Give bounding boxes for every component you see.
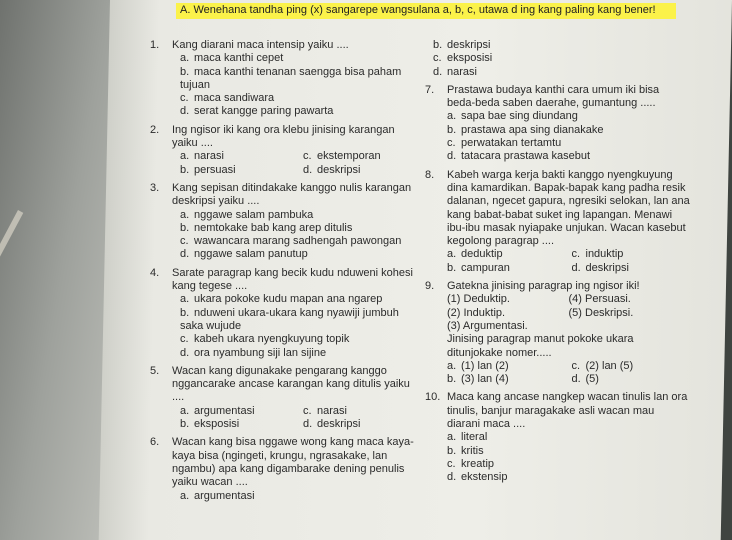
answer-option[interactable]: d. (5)	[571, 373, 599, 386]
answer-option[interactable]: c. maca sandiwara	[180, 92, 275, 105]
question-1-continued	[425, 39, 690, 79]
answer-option[interactable]: a. (1) lan (2)	[447, 359, 509, 372]
answer-option[interactable]: b. prastawa apa sing dianakake	[447, 123, 604, 136]
answer-option[interactable]: c. perwatakan tertamtu	[447, 137, 562, 150]
question-stem: Kang sepisan ditindakake kanggo nulis karangan deskripsi yaiku ....	[172, 181, 412, 208]
question-2: 2. Ing ngisor iki kang ora klebu jinising karangan yaiku .... a. narasi c. ekstemporan b. persuasi d. deskripsi	[150, 124, 420, 177]
answer-option[interactable]: c. wawancara marang sadhengah pawongan	[180, 235, 402, 248]
answer-option[interactable]: d. ora nyambung siji lan sijine	[180, 346, 327, 359]
paragraph-type-item: (2) Induktip.	[447, 306, 506, 319]
instruction-text: A. Wenehana tandha ping (x) sangarepe wangsulana a, b, c, utawa d ing kang paling kang bener!	[180, 4, 656, 16]
answer-option[interactable]: d. serat kangge paring pawarta	[180, 105, 334, 118]
answer-option[interactable]: d. narasi	[433, 65, 477, 78]
question-5: 5. Wacan kang digunakake pengarang kanggo nggancarake ancase karangan kang ditulis yaiku .... a. argumentasi c. narasi b. eksposisi d. deskripsi	[150, 365, 420, 431]
question-follow-up: Jinising paragrap manut pokoke ukara ditunjokake nomer.....	[447, 333, 634, 359]
answer-option[interactable]: d. tatacara prastawa kasebut	[447, 150, 591, 163]
answer-option[interactable]: c. narasi	[303, 404, 347, 417]
answer-option[interactable]: a. deduktip	[447, 248, 503, 261]
answer-option[interactable]: a. literal	[447, 431, 488, 444]
answer-option[interactable]: a. argumentasi	[180, 404, 255, 417]
question-stem: Gatekna jinising paragrap ing ngisor iki!	[447, 280, 640, 293]
question-10: 10. Maca kang ancase nangkep wacan tinulis lan ora tinulis, banjur maragakake asli wacan mau diarani maca .... a. literal b. kritis c. kreatip d. ekstensip	[425, 391, 690, 484]
answer-option[interactable]: a. argumentasi	[180, 489, 255, 502]
answer-option[interactable]: d. nggawe salam panutup	[180, 248, 308, 261]
question-6: 6. Wacan kang bisa nggawe wong kang maca kaya-kaya bisa (ngingeti, krungu, ngrasakake, lan ngambu) apa kang digambarake dening penulis yaiku wacan .... a. argumentasi	[150, 436, 420, 502]
question-stem: Prastawa budaya kanthi cara umum iki bisa beda-beda saben daerahe, gumantung .....	[447, 83, 660, 110]
instruction-banner	[176, 3, 676, 19]
answer-option[interactable]: b. deskripsi	[433, 39, 491, 51]
answer-option[interactable]: b. nemtokake bab kang arep ditulis	[180, 221, 353, 234]
answer-option[interactable]: c. kreatip	[447, 457, 495, 470]
question-stem: Ing ngisor iki kang ora klebu jinising karangan yaiku ....	[172, 123, 395, 150]
answer-option[interactable]: b. campuran	[447, 261, 510, 274]
paragraph-type-item: (4) Persuasi.	[568, 293, 631, 306]
answer-option[interactable]: a. narasi	[180, 150, 224, 163]
answer-option[interactable]: b. (3) lan (4)	[447, 373, 509, 386]
answer-option[interactable]: d. deskripsi	[571, 261, 629, 274]
answer-option[interactable]: b. kritis	[447, 444, 484, 457]
question-stem: Wacan kang bisa nggawe wong kang maca kaya-kaya bisa (ngingeti, krungu, ngrasakake, lan ngambu) apa kang digambarake dening penulis yaiku wacan ....	[172, 436, 414, 489]
paragraph-type-item: (5) Deskripsi.	[568, 306, 634, 319]
answer-option[interactable]: c. ekstemporan	[303, 150, 381, 163]
question-7: 7. Prastawa budaya kanthi cara umum iki bisa beda-beda saben daerahe, gumantung ..... a. sapa bae sing diundang b. prastawa apa sing dianakake c. perwatakan tertamtu d. tatacara prastawa kasebut	[425, 84, 690, 164]
question-stem: Maca kang ancase nangkep wacan tinulis lan ora tinulis, banjur maragakake asli wacan mau diarani maca ....	[447, 391, 688, 431]
question-1: 1. Kang diarani maca intensip yaiku .... a. maca kanthi cepet b. maca kanthi tenanan saengga bisa paham tujuan c. maca sandiwara d. serat kangge paring pawarta	[150, 39, 420, 119]
paragraph-type-item: (1) Deduktip.	[447, 293, 510, 306]
answer-option[interactable]: a. sapa bae sing diundang	[447, 110, 578, 123]
answer-option[interactable]: b. persuasi	[180, 163, 236, 176]
question-stem: Wacan kang digunakake pengarang kanggo nggancarake ancase karangan kang ditulis yaiku ....	[172, 364, 410, 404]
question-3: 3. Kang sepisan ditindakake kanggo nulis karangan deskripsi yaiku .... a. nggawe salam pambuka b. nemtokake bab kang arep ditulis c. wawancara marang sadhengah pawongan d. nggawe salam panutup	[150, 182, 420, 262]
question-9: 9. Gatekna jinising paragrap ing ngisor iki! (1) Deduktip. (4) Persuasi. (2) Induktip. (5) Deskripsi. (3) Argumentasi. Jinising paragrap manut pokoke ukara ditunjokake nomer..... a. (1) lan (2) c. (2) lan (5) b. (3) lan (4) d. (5)	[425, 280, 690, 386]
answer-option[interactable]: c. induktip	[571, 248, 624, 261]
answer-option[interactable]: b. maca kanthi tenanan saengga bisa paham tujuan	[180, 65, 402, 91]
left-column	[150, 39, 420, 508]
question-stem: Kabeh warga kerja bakti kanggo nyengkuyung dina kamardikan. Bapak-bapak kang padha resik dalanan, ngecet gapura, ngresiki selokan, lan ana kang babat-babat suket ing lapangan. Menawi ibu-ibu masak nyiapake unjukan. Wacan kasebut kegolong paragrap ....	[447, 168, 690, 248]
answer-option[interactable]: b. nduweni ukara-ukara kang nyawiji jumbuh saka wujude	[180, 306, 399, 332]
answer-option[interactable]: d. ekstensip	[447, 471, 508, 484]
question-8: 8. Kabeh warga kerja bakti kanggo nyengkuyung dina kamardikan. Bapak-bapak kang padha resik dalanan, ngecet gapura, ngresiki selokan, lan ana kang babat-babat suket ing lapangan. Menawi ibu-ibu masak nyiapake unjukan. Wacan kasebut kegolong paragrap .... a. deduktip c. induktip b. campuran d. deskripsi	[425, 168, 690, 274]
answer-option[interactable]: c. (2) lan (5)	[571, 359, 634, 372]
answer-option[interactable]: c. kabeh ukara nyengkuyung topik	[180, 333, 350, 346]
answer-option[interactable]: b. eksposisi	[180, 418, 240, 431]
answer-option[interactable]: a. maca kanthi cepet	[180, 52, 284, 65]
answer-option[interactable]: d. deskripsi	[303, 163, 361, 176]
answer-option[interactable]: c. eksposisi	[433, 52, 493, 65]
question-4: 4. Sarate paragrap kang becik kudu nduweni kohesi kang tegese .... a. ukara pokoke kudu mapan ana ngarep b. nduweni ukara-ukara kang nyawiji jumbuh saka wujude c. kabeh ukara nyengkuyung topik d. ora nyambung siji lan sijine	[150, 267, 420, 360]
paragraph-type-item: (3) Argumentasi.	[447, 319, 528, 332]
answer-option[interactable]: d. deskripsi	[303, 418, 361, 431]
right-column	[425, 39, 690, 490]
question-stem: Kang diarani maca intensip yaiku ....	[172, 39, 349, 51]
question-stem: Sarate paragrap kang becik kudu nduweni kohesi kang tegese ....	[172, 266, 413, 293]
answer-option[interactable]: a. nggawe salam pambuka	[180, 208, 314, 221]
answer-option[interactable]: a. ukara pokoke kudu mapan ana ngarep	[180, 293, 383, 306]
